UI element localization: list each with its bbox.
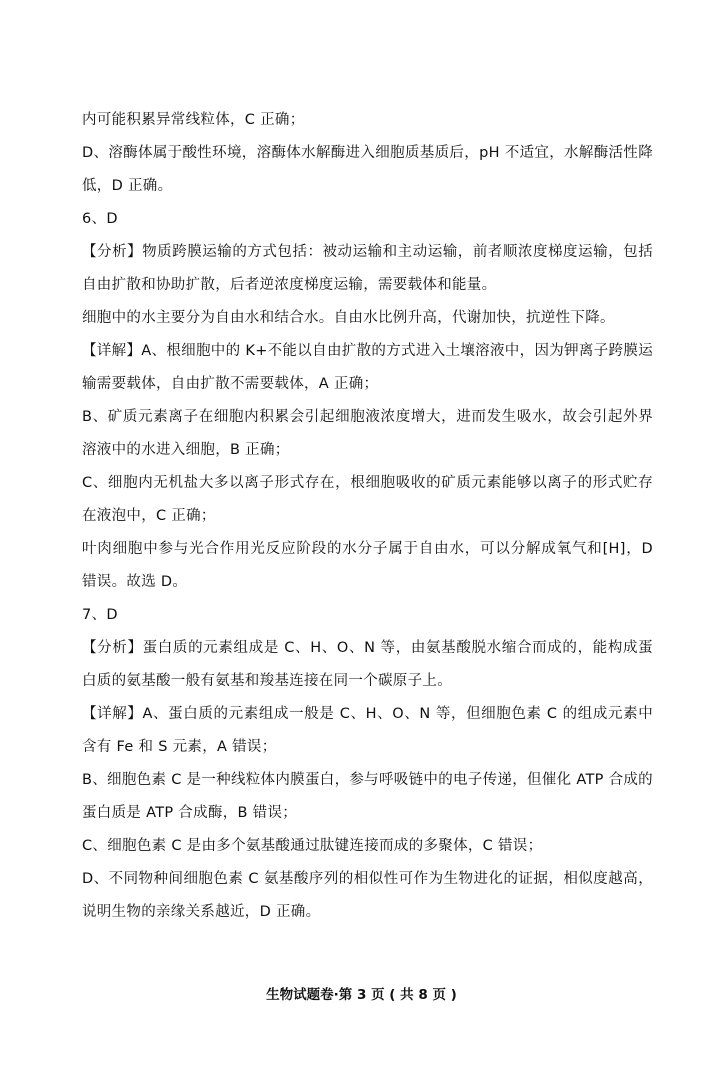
paragraph: 叶肉细胞中参与光合作用光反应阶段的水分子属于自由水，可以分解成氧气和[H]，D 错误。故选 D。 xyxy=(82,541,653,590)
page-footer: 生物试题卷·第 3 页 ( 共 8 页 ) xyxy=(266,987,457,1003)
detail-paragraph: 【详解】A、蛋白质的元素组成一般是 C、H、O、N 等，但细胞色素 C 的组成元素中含有 Fe 和 S 元素，A 错误； xyxy=(82,706,653,755)
analysis-paragraph: 【分析】物质跨膜运输的方式包括：被动运输和主动运输，前者顺浓度梯度运输，包括自由扩散和协助扩散，后者逆浓度梯度运输，需要载体和能量。 xyxy=(82,244,653,293)
paragraph: D、溶酶体属于酸性环境，溶酶体水解酶进入细胞质基质后，pH 不适宜，水解酶活性降低，D 正确。 xyxy=(82,145,653,194)
analysis-paragraph: 【分析】蛋白质的元素组成是 C、H、O、N 等，由氨基酸脱水缩合而成的，能构成蛋白质的氨基酸一般有氨基和羧基连接在同一个碳原子上。 xyxy=(82,640,653,689)
detail-paragraph: 【详解】A、根细胞中的 K+不能以自由扩散的方式进入土壤溶液中，因为钾离子跨膜运输需要载体，自由扩散不需要载体，A 正确； xyxy=(82,343,653,392)
paragraph: B、矿质元素离子在细胞内积累会引起细胞液浓度增大，进而发生吸水，故会引起外界溶液中的水进入细胞，B 正确； xyxy=(82,409,653,458)
answer-content xyxy=(82,104,653,929)
paragraph: C、细胞内无机盐大多以离子形式存在，根细胞吸收的矿质元素能够以离子的形式贮存在液泡中，C 正确； xyxy=(82,475,653,524)
paragraph: 细胞中的水主要分为自由水和结合水。自由水比例升高，代谢加快，抗逆性下降。 xyxy=(82,310,615,326)
question-answer-heading: 6、D xyxy=(82,211,118,227)
paragraph: 内可能积累异常线粒体，C 正确； xyxy=(82,112,305,128)
paragraph: D、不同物种间细胞色素 C 氨基酸序列的相似性可作为生物进化的证据，相似度越高，说明生物的亲缘关系越近，D 正确。 xyxy=(82,871,653,920)
question-answer-heading: 7、D xyxy=(82,607,118,623)
paragraph: B、细胞色素 C 是一种线粒体内膜蛋白，参与呼吸链中的电子传递，但催化 ATP 合成的蛋白质是 ATP 合成酶，B 错误； xyxy=(82,772,653,821)
paragraph: C、细胞色素 C 是由多个氨基酸通过肽键连接而成的多聚体，C 错误； xyxy=(82,838,543,854)
